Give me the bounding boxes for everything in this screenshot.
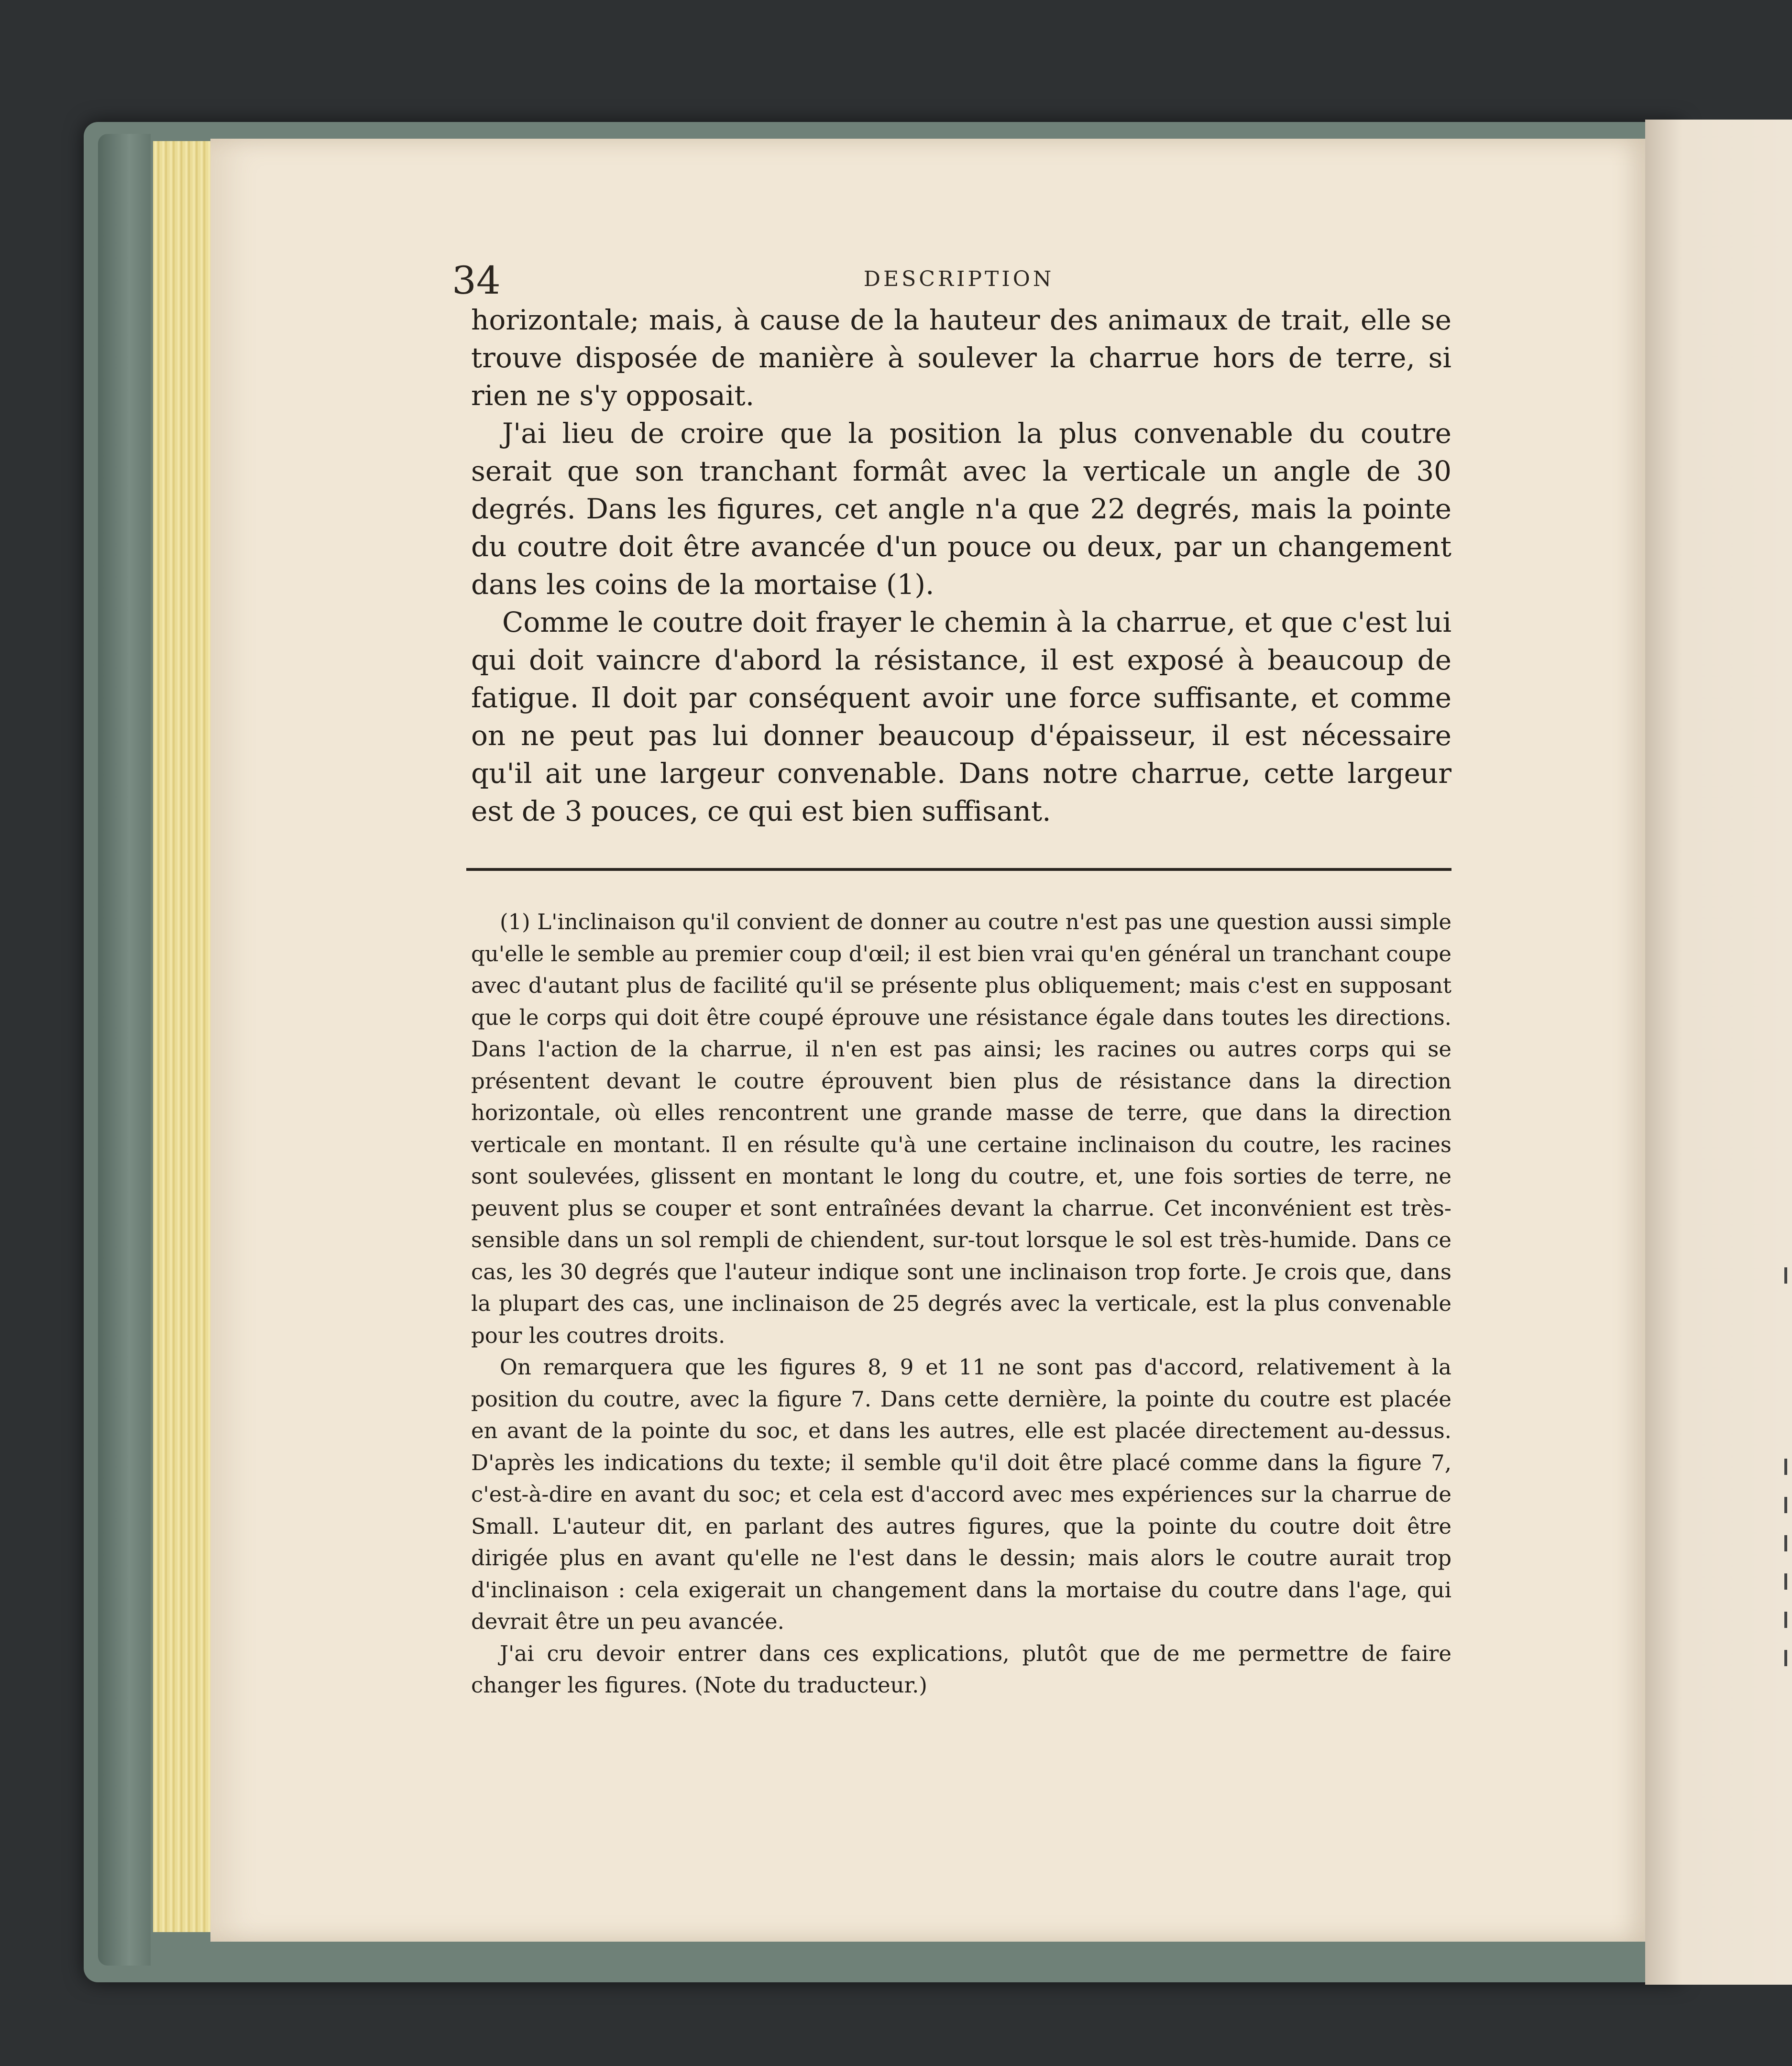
running-title: DESCRIPTION [863,267,1055,291]
facing-page-ink-mark [1775,1612,1787,1628]
footnotes [471,906,1451,1702]
cover-board-edge [98,134,151,1966]
running-head [452,258,1466,301]
footnote-paragraph: J'ai cru devoir entrer dans ces explications, plutôt que de me permettre de faire changer les figures. (Note du traducteur.) [471,1640,1451,1698]
main-text [471,301,1451,830]
facing-page-ink-mark [1775,1573,1787,1590]
footnote-paragraph: On remarquera que les figures 8, 9 et 11 ne sont pas d'accord, relativement à la position du coutre, avec la figure 7. Dans cette dernière, la pointe du coutre est placée en avant de la pointe du soc, et dans les autres, elle est placée directement au-dessus. D'après les indications du texte; il semble qu'il doit être placé comme dans la figure 7, c'est-à-dire en avant du soc; et cela est d'accord avec mes expériences sur la charrue de Small. L'auteur dit, en parlant des autres figures, que la pointe du coutre doit être dirigée plus en avant qu'elle ne l'est dans le dessin; mais alors le coutre aurait trop d'inclinaison : cela exigerait un changement dans la mortaise du coutre dans l'age, qui devrait être un peu avancée. [471,1354,1451,1634]
facing-page-edge [1645,120,1792,1985]
footnote-separator-rule [466,868,1451,871]
main-paragraph: Comme le coutre doit frayer le chemin à la charrue, et que c'est lui qui doit vaincre d'abord la résistance, il est exposé à beaucoup de fatigue. Il doit par conséquent avoir une force suffisante, et comme on ne peut pas lui donner beaucoup d'épaisseur, il est nécessaire qu'il ait une largeur convenable. Dans notre charrue, cette largeur est de 3 pouces, ce qui est bien suffisant. [471,606,1451,827]
facing-page-ink-mark [1775,1267,1787,1284]
facing-page-ink-mark [1775,1497,1787,1513]
main-paragraph: horizontale; mais, à cause de la hauteur des animaux de trait, elle se trouve disposée de manière à soulever la charrue hors de terre, si rien ne s'y opposait. [471,304,1451,412]
facing-page-ink-mark [1775,1650,1787,1666]
page-number: 34 [452,258,501,303]
footnote-paragraph: (1) L'inclinaison qu'il convient de donner au coutre n'est pas une question aussi simple qu'elle le semble au premier coup d'œil; il est bien vrai qu'en général un tranchant coupe avec d'autant plus de facilité qu'il se présente plus obliquement; mais c'est en supposant que le corps qui doit être coupé éprouve une résistance égale dans toutes les directions. Dans l'action de la charrue, il n'en est pas ainsi; les racines ou autres corps qui se présentent devant le coutre éprouvent bien plus de résistance dans la direction horizontale, où elles rencontrent une grande masse de terre, que dans la direction verticale en montant. Il en résulte qu'à une certaine inclinaison du coutre, les racines sont soulevées, glissent en montant le long du coutre, et, une fois sorties de terre, ne peuvent plus se couper et sont entraînées devant la charrue. Cet inconvénient est très-sensible dans un sol rempli de chiendent, sur-tout lorsque le sol est très-humide. Dans ce cas, les 30 degrés que l'auteur indique sont une inclinaison trop forte. Je crois que, dans la plupart des cas, une inclinaison de 25 degrés avec la verticale, est la plus convenable pour les coutres droits. [471,909,1451,1348]
facing-page-ink-mark [1775,1535,1787,1551]
main-paragraph: J'ai lieu de croire que la position la plus convenable du coutre serait que son tranchant formât avec la verticale un angle de 30 degrés. Dans les figures, cet angle n'a que 22 degrés, mais la pointe du coutre doit être avancée d'un pouce ou deux, par un changement dans les coins de la mortaise (1). [471,417,1451,601]
facing-page-ink-mark [1775,1459,1787,1475]
